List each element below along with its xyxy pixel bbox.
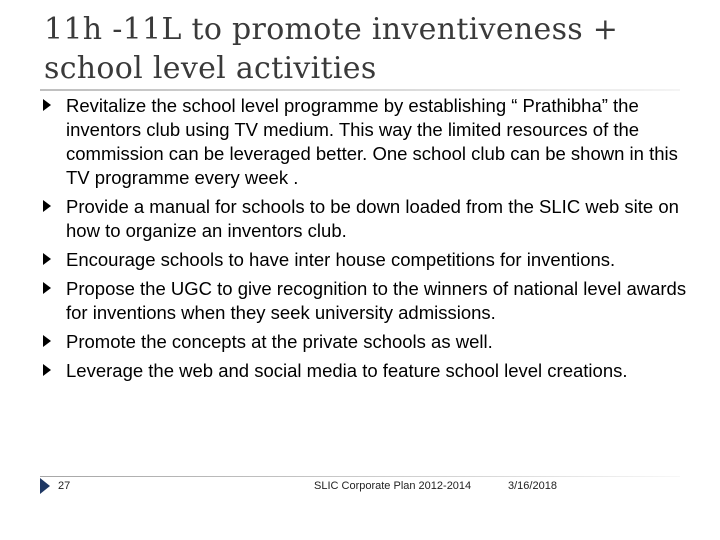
footer-date: 3/16/2018: [508, 480, 557, 492]
bullet-text: Propose the UGC to give recognition to the winners of national level awards for inventions when they seek university admissions.: [66, 278, 687, 323]
title-divider: [40, 89, 680, 91]
footer-divider: [40, 476, 680, 477]
bullet-list: [40, 94, 690, 388]
arrow-right-icon: [43, 282, 51, 294]
arrow-right-icon: [43, 364, 51, 376]
list-item: [40, 277, 690, 325]
arrow-right-icon: [43, 253, 51, 265]
bullet-text: Promote the concepts at the private schools as well.: [66, 331, 493, 352]
list-item: [40, 248, 690, 272]
bullet-text: Encourage schools to have inter house competitions for inventions.: [66, 249, 616, 270]
arrow-right-icon: [40, 478, 50, 494]
slide-title: 11h -11L to promote inventiveness + school level activities: [44, 12, 619, 86]
footer-corporate-plan: SLIC Corporate Plan 2012-2014: [314, 480, 472, 492]
list-item: [40, 359, 690, 383]
arrow-right-icon: [43, 200, 51, 212]
page-number: 27: [58, 480, 71, 492]
arrow-right-icon: [43, 335, 51, 347]
list-item: [40, 94, 690, 190]
list-item: [40, 195, 690, 243]
bullet-text: Leverage the web and social media to feature school level creations.: [66, 360, 628, 381]
bullet-text: Provide a manual for schools to be down loaded from the SLIC web site on how to organize an inventors club.: [66, 196, 679, 241]
bullet-text: Revitalize the school level programme by establishing “ Prathibha” the inventors club using TV medium. This way the limited resources of the commission can be leveraged better. One school club can be shown in this TV programme every week .: [66, 95, 678, 188]
arrow-right-icon: [43, 99, 51, 111]
list-item: [40, 330, 690, 354]
